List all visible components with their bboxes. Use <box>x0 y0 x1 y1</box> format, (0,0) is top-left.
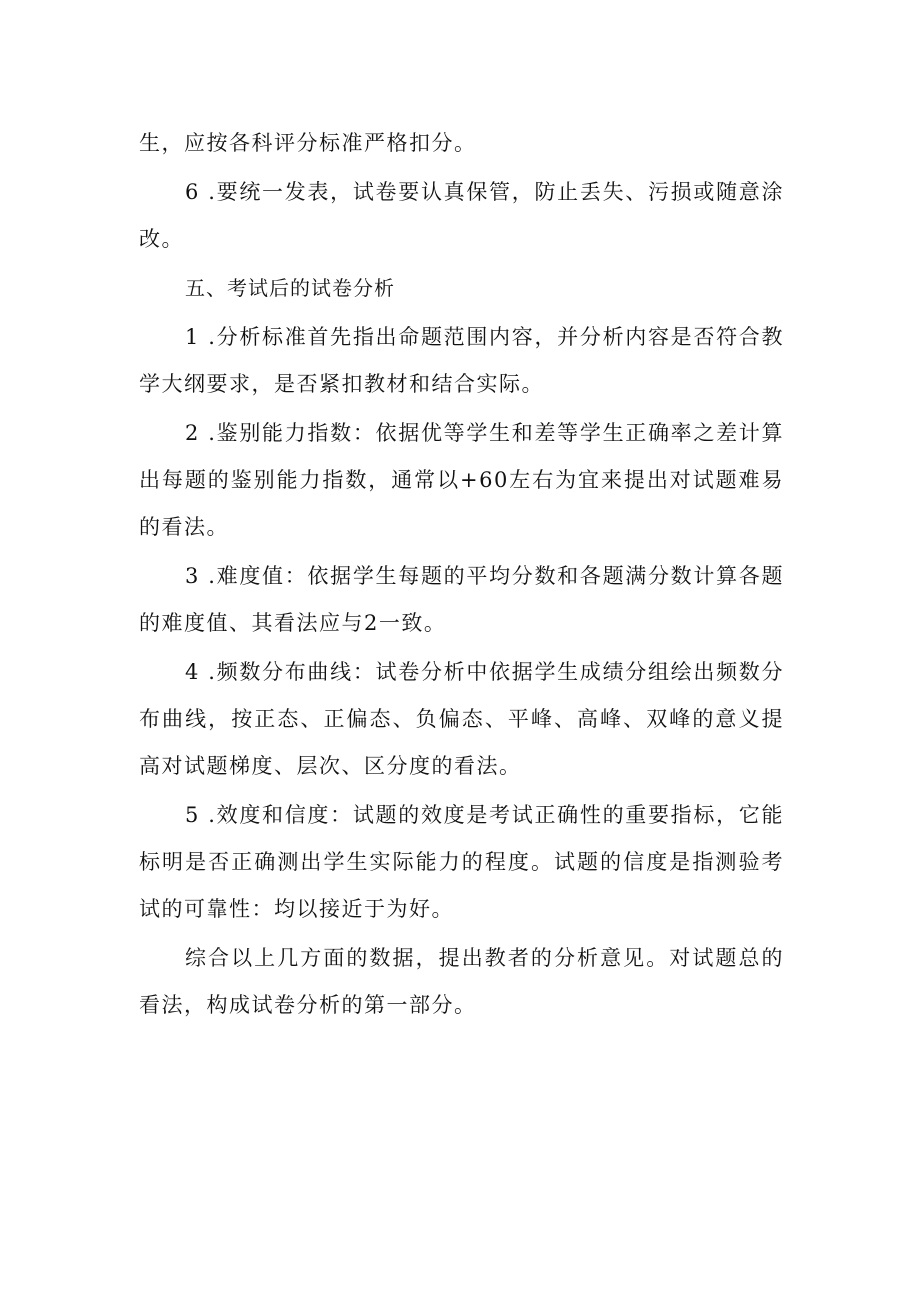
paragraph-item-6: 6 .要统一发表，试卷要认真保管，防止丢失、污损或随意涂改。 <box>139 180 784 251</box>
paragraph-continuation: 生，应按各科评分标准严格扣分。 <box>139 131 477 155</box>
paragraph-summary: 综合以上几方面的数据，提出教者的分析意见。对试题总的看法，构成试卷分析的第一部分。 <box>139 946 784 1017</box>
document-page <box>139 118 784 1029</box>
section-heading: 五、考试后的试卷分析 <box>185 276 395 300</box>
paragraph-item-3: 3 .难度值：依据学生每题的平均分数和各题满分数计算各题的难度值、其看法应与2一致。 <box>139 564 784 635</box>
paragraph-item-5: 5 .效度和信度：试题的效度是考试正确性的重要指标，它能标明是否正确测出学生实际能力的程度。试题的信度是指测验考试的可靠性：均以接近于为好。 <box>139 803 784 921</box>
paragraph-item-2: 2 .鉴别能力指数：依据优等学生和差等学生正确率之差计算出每题的鉴别能力指数，通常以+60左右为宜来提出对试题难易的看法。 <box>139 421 784 539</box>
paragraph-item-1: 1 .分析标准首先指出命题范围内容，并分析内容是否符合教学大纲要求，是否紧扣教材和结合实际。 <box>139 325 784 396</box>
paragraph-item-4: 4 .频数分布曲线：试卷分析中依据学生成绩分组绘出频数分布曲线，按正态、正偏态、负偏态、平峰、高峰、双峰的意义提高对试题梯度、层次、区分度的看法。 <box>139 660 784 778</box>
